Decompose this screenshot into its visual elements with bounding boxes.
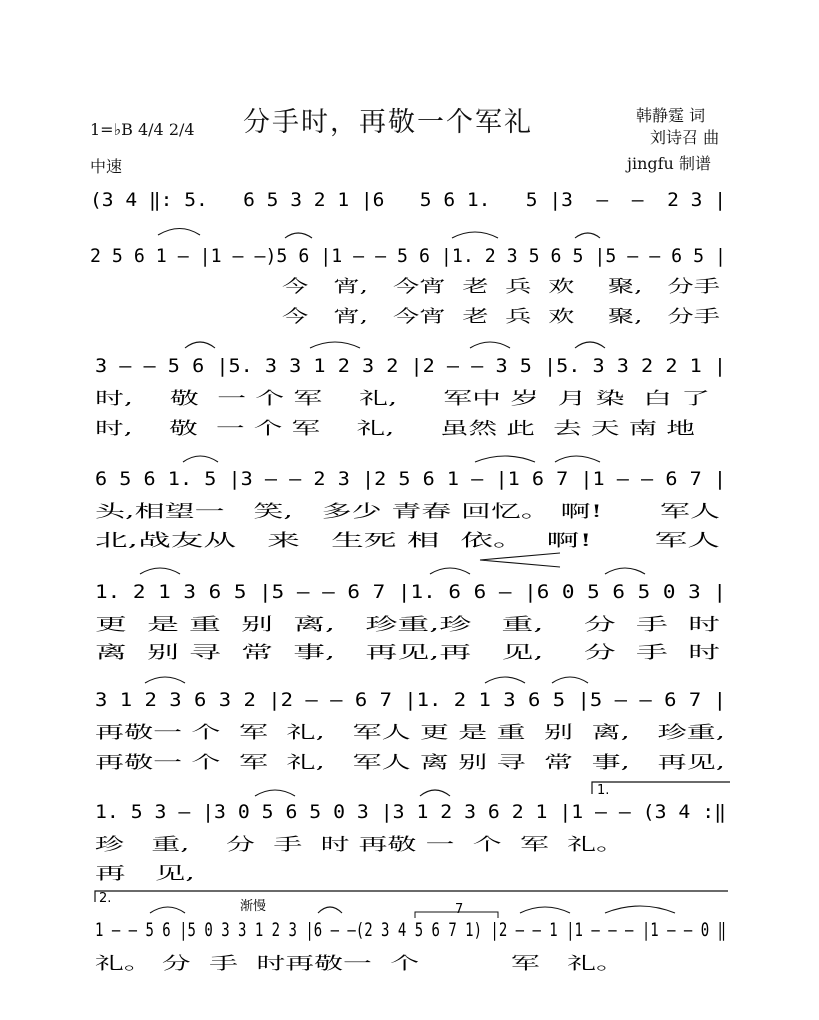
lyricist-credit: 韩静霆 词 [636, 106, 706, 125]
system-7-notes: 1. 5 3 – |3 0 5 6 5 0 3 |3 1 2 3 6 2 1 |1 – – (3 4 :‖ [95, 801, 726, 823]
tuplet-number: 7 [455, 902, 464, 917]
system-1-notes: (3 4 ‖: 5. 6 5 3 2 1 |6 5 6 1. 5 |3 – – 2 3 | [90, 189, 726, 211]
system-8-lyric: 礼。 分 手 时再敬一 个 军 礼。 [95, 954, 625, 974]
system-2-lyric-verse-2: 今 宵, 今宵 老 兵 欢 聚, 分手 [282, 307, 720, 327]
key-signature: 1=♭B [90, 120, 133, 139]
system-5-notes: 1. 2 1 3 6 5 |5 – – 6 7 |1. 6 6 – |6 0 5 6 5 0 3 | [95, 581, 726, 603]
system-2-lyric-verse-1: 今 宵, 今宵 老 兵 欢 聚, 分手 [282, 277, 720, 297]
time-signature: 4/4 2/4 [137, 120, 195, 139]
system-8-notes: 1 – – 5 6 |5 0 3 3 1 2 3 |6 – –(2 3 4 5 6 7 1) |2 – – 1 |1 – – – |1 – – 0 ‖ [95, 919, 726, 941]
system-4-lyric-verse-2: 北,战友从 来 生死 相 依。 啊! 军人 [95, 531, 720, 551]
system-5-lyric-verse-2: 离 别 寻 常 事, 再见,再 见, 分 手 时 [95, 643, 720, 663]
volta-2-label: 2. [99, 891, 112, 906]
system-7-lyric-verse-2: 再 见, [95, 864, 195, 884]
system-4-notes: 6 5 6 1. 5 |3 – – 2 3 |2 5 6 1 – |1 6 7 |1 – – 6 7 | [95, 468, 727, 490]
system-7-lyric-verse-1: 珍 重, 分 手 时 再敬 一 个 军 礼。 [95, 835, 625, 855]
decrescendo-hairpin [480, 553, 560, 567]
system-6-notes: 3 1 2 3 6 3 2 |2 – – 6 7 |1. 2 1 3 6 5 |5 – – 6 7 | [95, 689, 726, 711]
system-3-lyric-verse-1: 时, 敬 一 个 军 礼, 军中 岁 月 染 白 了 [95, 389, 710, 409]
ritardando-marking: 渐慢 [240, 899, 267, 914]
system-2-notes: 2 5 6 1 – |1 – –)5 6 |1 – – 5 6 |1. 2 3 5 6 5 |5 – – 6 5 | [90, 245, 726, 267]
system-4-lyric-verse-1: 头,相望一 笑, 多少 青春 回忆。 啊! 军人 [95, 502, 720, 522]
tempo-marking: 中速 [90, 157, 123, 176]
second-ending-bracket [95, 891, 728, 906]
system-6-lyric-verse-2: 再敬一 个 军 礼, 军人 离 别 寻 常 事, 再见, [95, 753, 725, 773]
system-6-lyric-verse-1: 再敬一 个 军 礼, 军人 更 是 重 别 离, 珍重, [95, 723, 725, 743]
system-3-notes: 3 – – 5 6 |5. 3 3 1 2 3 2 |2 – – 3 5 |5. 3 3 2 2 1 | [95, 355, 727, 377]
system-3-lyric-verse-2: 时, 敬 一 个 军 礼, 虽然 此 去 天 南 地 [95, 419, 695, 439]
composer-credit: 刘诗召 曲 [650, 128, 720, 147]
arranger-credit: jingfu 制谱 [627, 154, 711, 173]
system-5-lyric-verse-1: 更 是 重 别 离, 珍重,珍 重, 分 手 时 [95, 615, 720, 635]
first-ending-bracket [592, 782, 730, 798]
song-title: 分手时，再敬一个军礼 [243, 107, 533, 138]
volta-1-label: 1. [597, 783, 610, 798]
